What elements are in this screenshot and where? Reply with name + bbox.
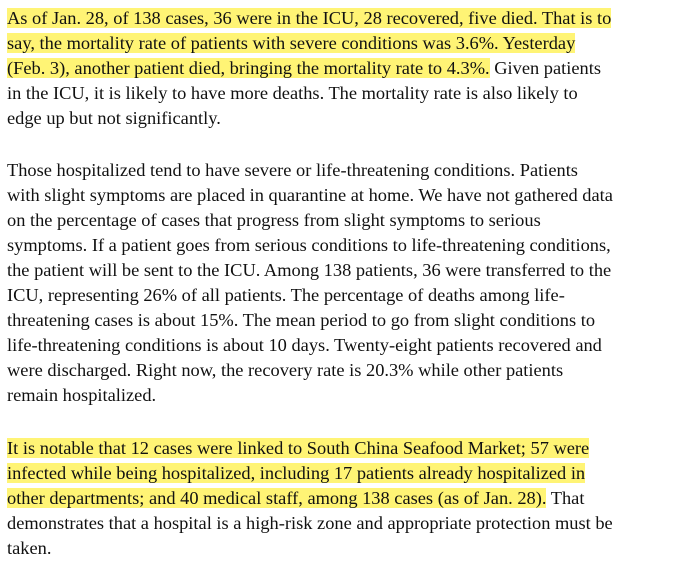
- plain-text: Those hospitalized tend to have severe or life-threatening conditions. Patients: [7, 160, 578, 180]
- text-line: [7, 486, 675, 511]
- paragraph-transmission: [7, 436, 675, 561]
- text-line: [7, 536, 675, 561]
- plain-text: Given patients: [489, 58, 601, 78]
- text-line: [7, 383, 675, 408]
- plain-text: symptoms. If a patient goes from serious conditions to life-threatening conditions,: [7, 235, 611, 255]
- plain-text: on the percentage of cases that progress from slight symptoms to serious: [7, 210, 541, 230]
- plain-text: life-threatening conditions is about 10 days. Twenty-eight patients recovered and: [7, 335, 602, 355]
- text-line: [7, 106, 675, 131]
- highlighted-text: It is notable that 12 cases were linked to South China Seafood Market; 57 were: [7, 438, 590, 458]
- plain-text: demonstrates that a hospital is a high-risk zone and appropriate protection must be: [7, 513, 613, 533]
- text-line: [7, 258, 675, 283]
- text-line: [7, 158, 675, 183]
- highlighted-text: other departments; and 40 medical staff, among 138 cases (as of Jan. 28).: [7, 488, 547, 508]
- text-line: [7, 283, 675, 308]
- text-line: [7, 358, 675, 383]
- highlighted-text: infected while being hospitalized, including 17 patients already hospitalized in: [7, 463, 586, 483]
- plain-text: the patient will be sent to the ICU. Among 138 patients, 36 were transferred to the: [7, 260, 612, 280]
- plain-text: edge up but not significantly.: [7, 108, 221, 128]
- text-line: [7, 511, 675, 536]
- plain-text: ICU, representing 26% of all patients. The percentage of deaths among life-: [7, 285, 565, 305]
- paragraph-hospitalized: [7, 158, 675, 408]
- text-line: [7, 208, 675, 233]
- text-line: [7, 308, 675, 333]
- plain-text: in the ICU, it is likely to have more deaths. The mortality rate is also likely to: [7, 83, 578, 103]
- paragraph-mortality: [7, 6, 675, 131]
- plain-text: threatening cases is about 15%. The mean period to go from slight conditions to: [7, 310, 596, 330]
- highlighted-text: As of Jan. 28, of 138 cases, 36 were in the ICU, 28 recovered, five died. That is to: [7, 8, 612, 28]
- text-line: [7, 31, 675, 56]
- text-line: [7, 233, 675, 258]
- text-line: [7, 56, 675, 81]
- highlighted-text: say, the mortality rate of patients with severe conditions was 3.6%. Yesterday: [7, 33, 576, 53]
- plain-text: taken.: [7, 538, 52, 558]
- text-line: [7, 461, 675, 486]
- plain-text: with slight symptoms are placed in quarantine at home. We have not gathered data: [7, 185, 613, 205]
- text-line: [7, 436, 675, 461]
- plain-text: That: [546, 488, 585, 508]
- text-line: [7, 81, 675, 106]
- text-line: [7, 6, 675, 31]
- plain-text: remain hospitalized.: [7, 385, 157, 405]
- highlighted-text: (Feb. 3), another patient died, bringing the mortality rate to 4.3%.: [7, 58, 490, 78]
- plain-text: were discharged. Right now, the recovery rate is 20.3% while other patients: [7, 360, 564, 380]
- text-line: [7, 183, 675, 208]
- text-line: [7, 333, 675, 358]
